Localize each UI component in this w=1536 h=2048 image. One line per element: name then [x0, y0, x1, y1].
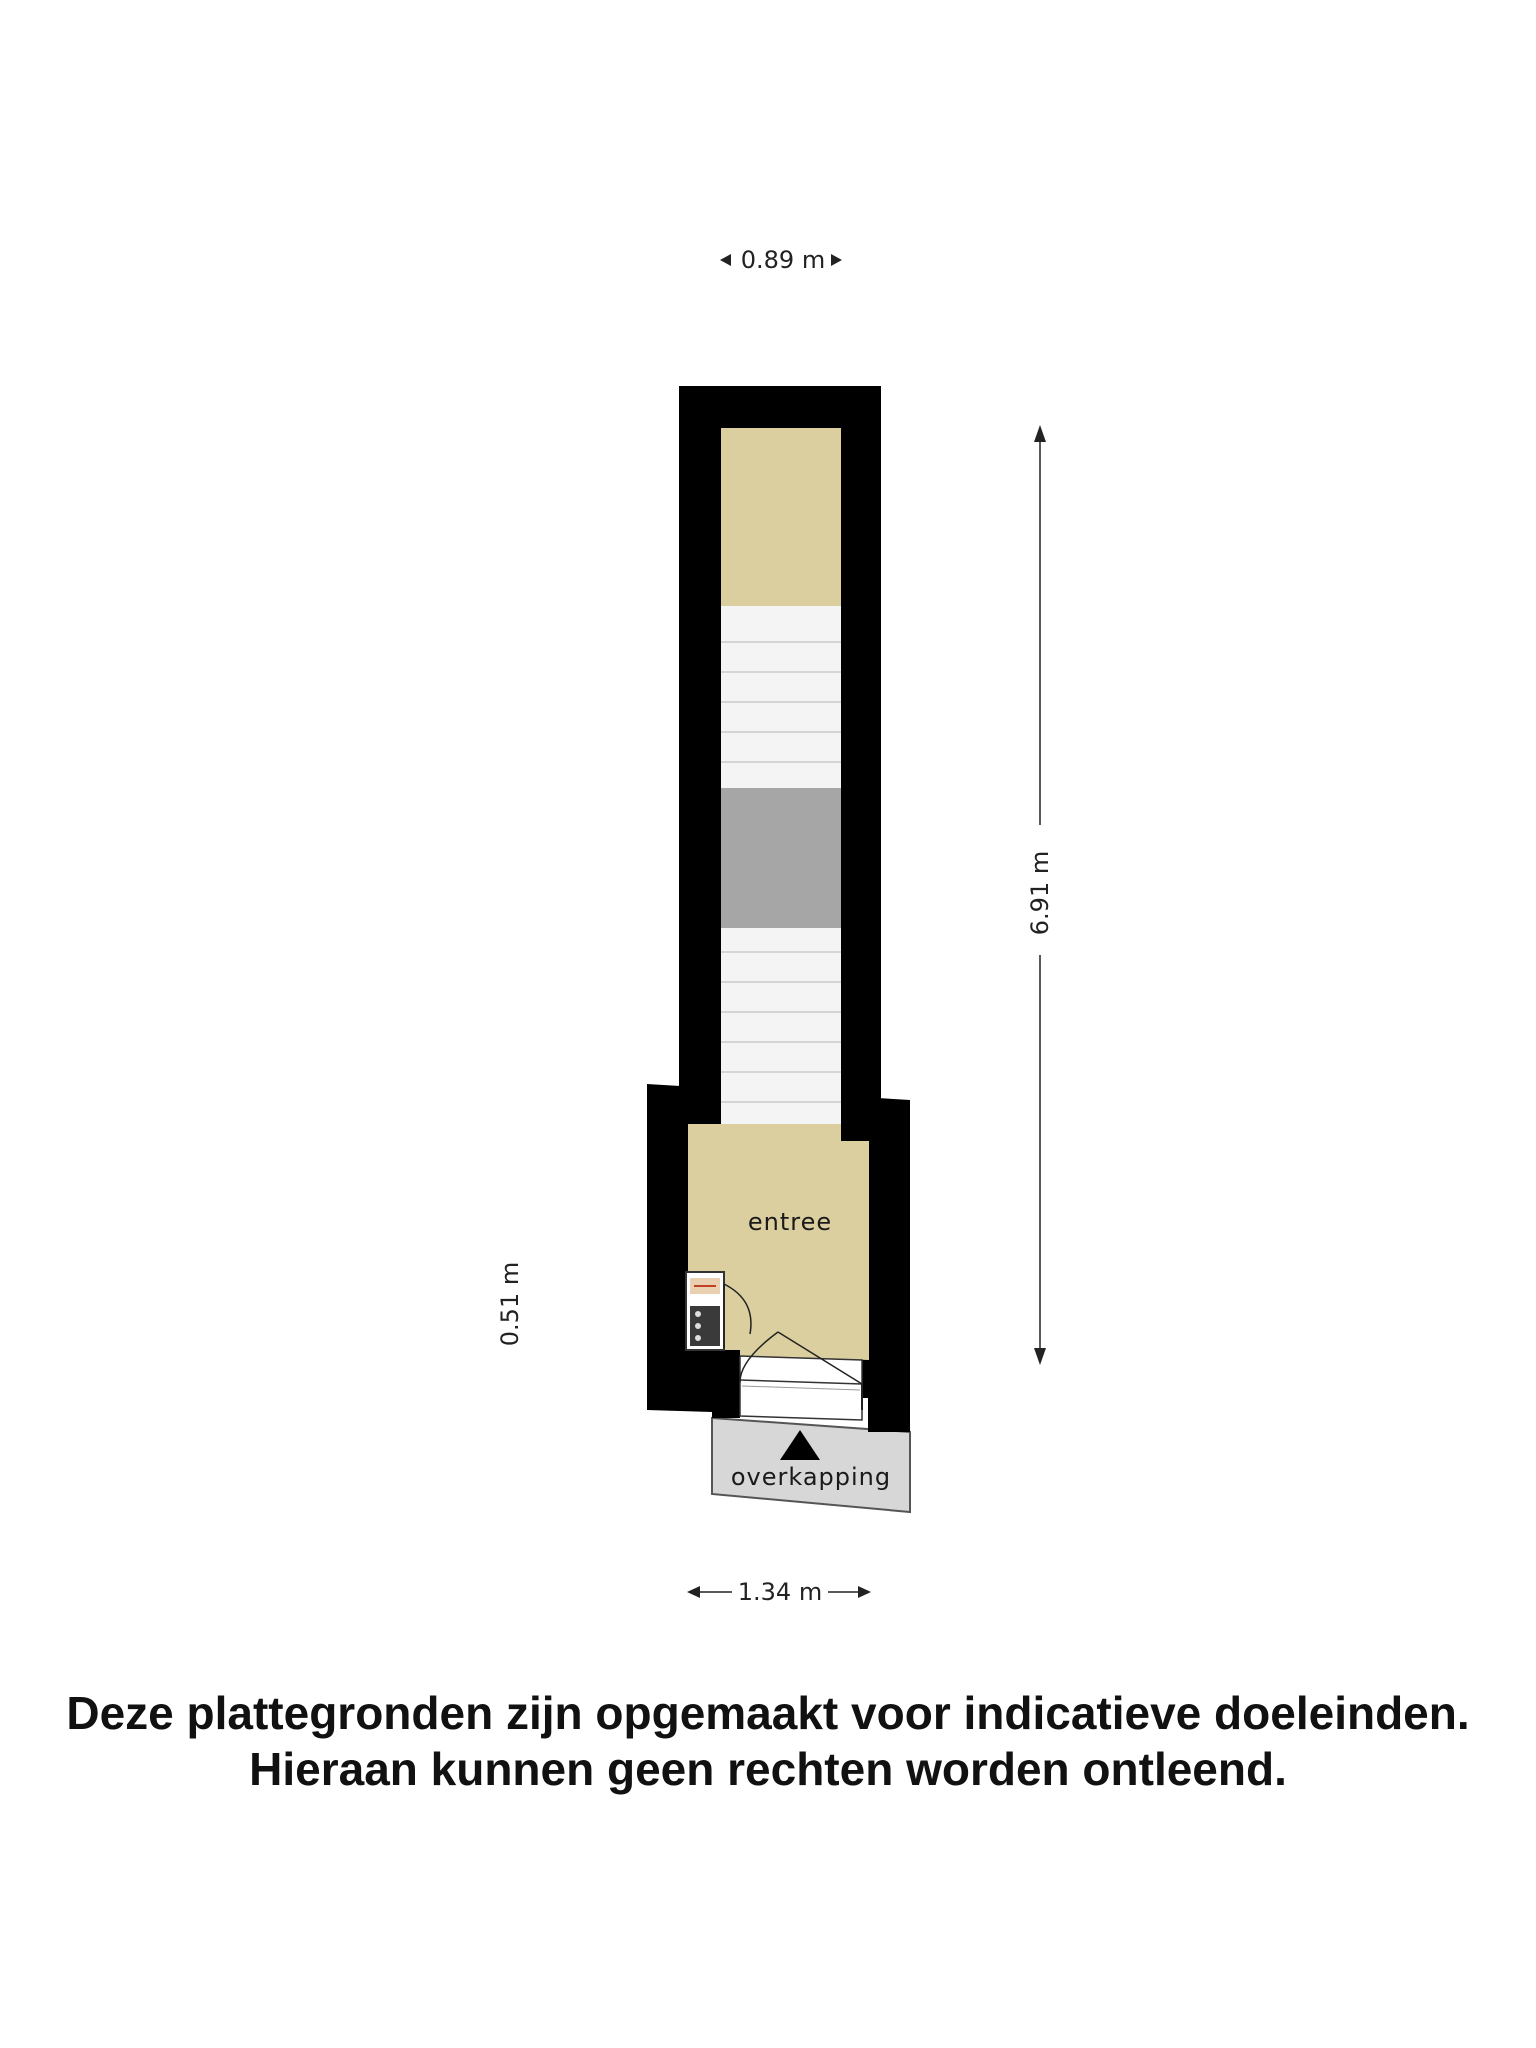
arrow-right-icon — [858, 1586, 871, 1598]
canopy-label: overkapping — [730, 1463, 892, 1491]
entrance-label: entree — [747, 1208, 833, 1236]
arrow-down-icon — [1034, 1348, 1046, 1365]
dimension-left-label: 0.51 m — [496, 1261, 524, 1347]
dimension-top-width-label: 0.89 m — [740, 246, 826, 274]
dimension-bottom-width-label: 1.34 m — [737, 1578, 823, 1606]
arrow-right-icon — [831, 254, 842, 266]
stair-landing — [721, 788, 841, 928]
stairs-upper — [721, 606, 841, 788]
dimension-height — [1026, 425, 1054, 1365]
arrow-left-icon — [687, 1586, 700, 1598]
disclaimer-line-1: Deze plattegronden zijn opgemaakt voor indicatieve doeleinden. — [66, 1687, 1470, 1739]
dimension-height-label: 6.91 m — [1026, 850, 1054, 936]
dimension-top-width — [720, 246, 842, 274]
arrow-up-icon — [1034, 425, 1046, 442]
canopy-area — [712, 1418, 910, 1512]
arrow-left-icon — [720, 254, 731, 266]
upper-landing-floor — [721, 428, 841, 606]
disclaimer-line-2: Hieraan kunnen geen rechten worden ontleend. — [249, 1743, 1287, 1795]
dimension-bottom-width — [687, 1578, 871, 1606]
stairs-lower — [721, 928, 841, 1124]
